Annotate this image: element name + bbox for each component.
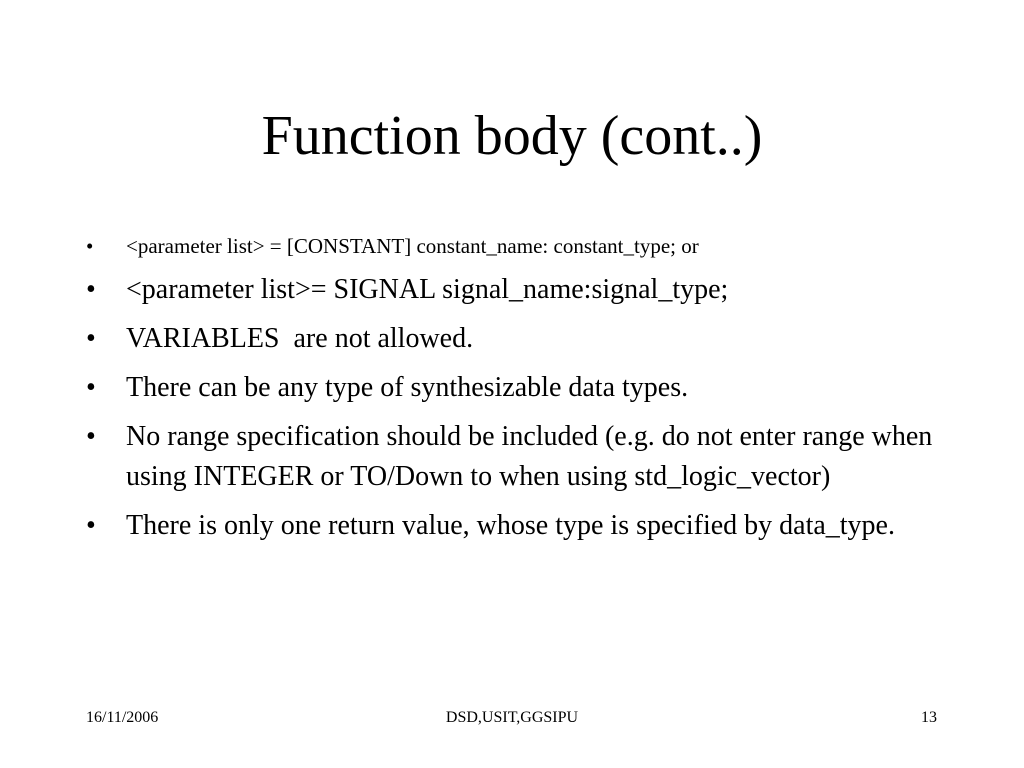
bullet-icon: • [86,323,96,354]
footer-title: DSD,USIT,GGSIPU [445,709,579,726]
bullet-icon: • [86,510,96,541]
bullet-text: <parameter list> = [CONSTANT] constant_name: constant_type; or [126,234,699,258]
bullet-icon: • [86,421,96,452]
bullet-list [86,228,936,555]
bullet-icon: • [86,234,94,258]
bullet-item [86,319,936,359]
bullet-text: There is only one return value, whose type is specified by data_type. [126,510,895,541]
bullet-icon: • [86,372,96,403]
bullet-text: No range specification should be included (e.g. do not enter range when using INTEGER or TO/Down to when using std_logic_vector) [126,421,933,492]
bullet-item [86,506,936,546]
bullet-text: There can be any type of synthesizable data types. [126,372,689,403]
page-number: 13 [921,709,937,726]
bullet-item [86,368,936,408]
footer-date: 16/11/2006 [86,709,159,726]
bullet-item [86,417,936,497]
slide-title: Function body (cont..) [261,105,763,167]
bullet-item [86,228,936,264]
bullet-text: VARIABLES are not allowed. [126,323,474,354]
bullet-text: <parameter list>= SIGNAL signal_name:signal_type; [126,274,729,305]
bullet-icon: • [86,274,96,305]
bullet-item [86,270,936,310]
